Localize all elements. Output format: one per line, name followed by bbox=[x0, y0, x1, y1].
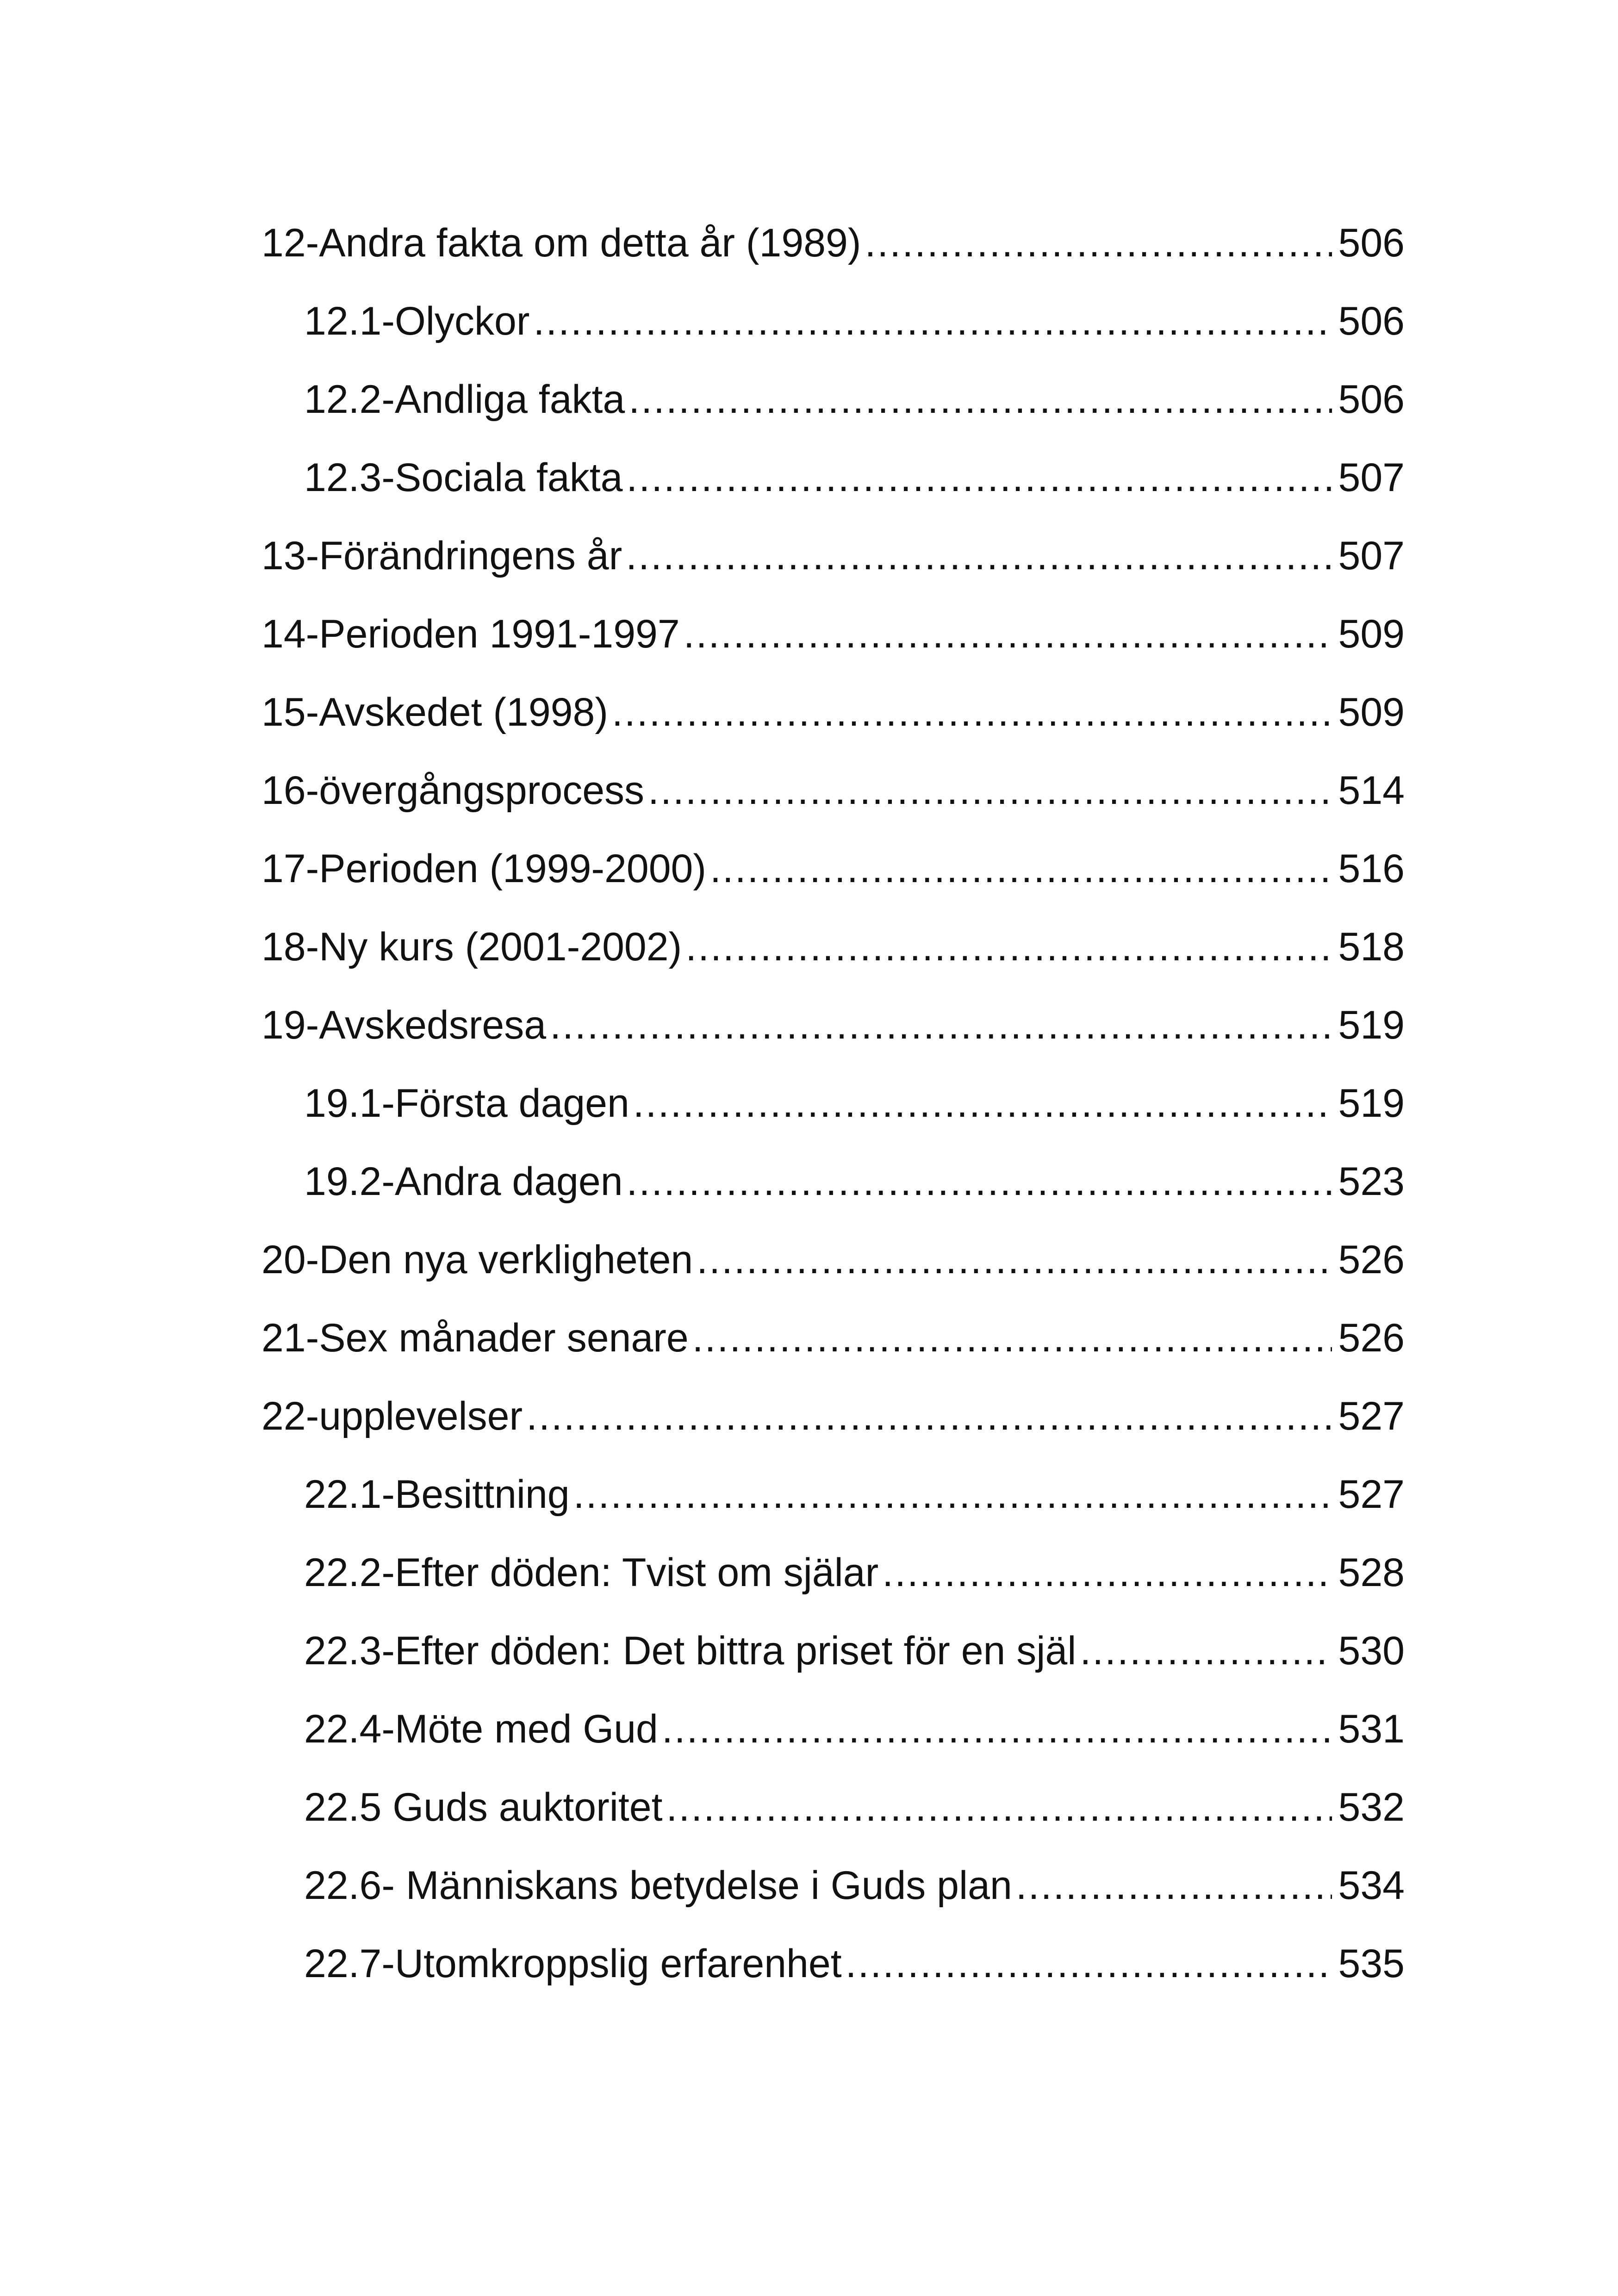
toc-entry-title: 12.1-Olyckor bbox=[304, 299, 530, 343]
toc-dot-leader bbox=[629, 372, 1332, 427]
toc-dot-leader bbox=[710, 841, 1332, 896]
toc-entry[interactable] bbox=[261, 919, 1405, 975]
toc-dot-leader bbox=[697, 1232, 1332, 1288]
toc-dot-leader bbox=[1016, 1858, 1332, 1913]
toc-entry-title: 12-Andra fakta om detta år (1989) bbox=[261, 221, 861, 265]
toc-page-number: 530 bbox=[1338, 1629, 1405, 1673]
toc-dot-leader bbox=[550, 997, 1332, 1053]
toc-page-number: 519 bbox=[1338, 1081, 1405, 1126]
toc-dot-leader bbox=[626, 528, 1332, 584]
toc-entry-title: 16-övergångsprocess bbox=[261, 768, 645, 813]
toc-entry-title: 21-Sex månader senare bbox=[261, 1316, 689, 1360]
toc-page-number: 531 bbox=[1338, 1707, 1405, 1751]
toc-dot-leader bbox=[846, 1936, 1332, 1991]
toc-dot-leader bbox=[573, 1467, 1332, 1522]
toc-entry[interactable] bbox=[304, 1467, 1405, 1522]
toc-entry[interactable] bbox=[304, 450, 1405, 505]
toc-entry-title: 12.3-Sociala fakta bbox=[304, 455, 623, 500]
toc-dot-leader bbox=[662, 1701, 1332, 1757]
toc-entry[interactable] bbox=[261, 841, 1405, 896]
toc-entry[interactable] bbox=[304, 1780, 1405, 1835]
toc-entry-title: 18-Ny kurs (2001-2002) bbox=[261, 925, 682, 969]
toc-dot-leader bbox=[526, 1388, 1332, 1444]
toc-page-number: 514 bbox=[1338, 768, 1405, 813]
toc-entry-title: 20-Den nya verkligheten bbox=[261, 1238, 693, 1282]
toc-entry-title: 14-Perioden 1991-1997 bbox=[261, 612, 680, 656]
toc-dot-leader bbox=[633, 1076, 1332, 1131]
toc-page-number: 509 bbox=[1338, 612, 1405, 656]
toc-page-number: 519 bbox=[1338, 1003, 1405, 1047]
toc-entry[interactable] bbox=[261, 1232, 1405, 1288]
toc-entry[interactable] bbox=[261, 1310, 1405, 1366]
toc-dot-leader bbox=[685, 919, 1332, 975]
toc-page-number: 523 bbox=[1338, 1159, 1405, 1204]
toc-dot-leader bbox=[882, 1545, 1332, 1600]
toc-dot-leader bbox=[534, 293, 1332, 349]
toc-entry-title: 19-Avskedsresa bbox=[261, 1003, 547, 1047]
toc-dot-leader bbox=[627, 1154, 1332, 1209]
toc-page-number: 534 bbox=[1338, 1863, 1405, 1908]
toc-entry-title: 22.5 Guds auktoritet bbox=[304, 1785, 663, 1829]
toc-entry-title: 22.6- Människans betydelse i Guds plan bbox=[304, 1863, 1012, 1908]
toc-entry-title: 22-upplevelser bbox=[261, 1394, 523, 1438]
toc-dot-leader bbox=[626, 450, 1332, 505]
toc-entry-title: 15-Avskedet (1998) bbox=[261, 690, 608, 734]
toc-entry[interactable] bbox=[261, 528, 1405, 584]
toc-entry-title: 22.1-Besittning bbox=[304, 1472, 570, 1517]
toc-dot-leader bbox=[865, 215, 1332, 271]
toc-entry-title: 22.4-Möte med Gud bbox=[304, 1707, 658, 1751]
toc-entry-title: 19.1-Första dagen bbox=[304, 1081, 629, 1126]
toc-entry-title: 22.7-Utomkroppslig erfarenhet bbox=[304, 1941, 842, 1986]
toc-dot-leader bbox=[692, 1310, 1332, 1366]
toc-page-number: 527 bbox=[1338, 1472, 1405, 1517]
toc-entry[interactable] bbox=[261, 684, 1405, 740]
toc-entry-title: 19.2-Andra dagen bbox=[304, 1159, 623, 1204]
toc-page-number: 516 bbox=[1338, 846, 1405, 891]
toc-page-number: 507 bbox=[1338, 534, 1405, 578]
toc-entry[interactable] bbox=[304, 1936, 1405, 1991]
toc-entry-title: 22.3-Efter döden: Det bittra priset för en själ bbox=[304, 1629, 1077, 1673]
toc-page-number: 509 bbox=[1338, 690, 1405, 734]
toc-dot-leader bbox=[612, 684, 1332, 740]
toc-page-number: 526 bbox=[1338, 1316, 1405, 1360]
toc-page-number: 506 bbox=[1338, 377, 1405, 422]
toc-page-number: 532 bbox=[1338, 1785, 1405, 1829]
toc-entry[interactable] bbox=[304, 372, 1405, 427]
toc-dot-leader bbox=[1080, 1623, 1332, 1679]
toc-entry[interactable] bbox=[304, 1545, 1405, 1600]
toc-page-number: 506 bbox=[1338, 299, 1405, 343]
toc-entry[interactable] bbox=[304, 1858, 1405, 1913]
toc-entry-title: 13-Förändringens år bbox=[261, 534, 622, 578]
toc-dot-leader bbox=[666, 1780, 1332, 1835]
toc-entry-title: 17-Perioden (1999-2000) bbox=[261, 846, 706, 891]
toc-dot-leader bbox=[684, 606, 1332, 662]
toc-dot-leader bbox=[648, 763, 1332, 818]
toc-entry[interactable] bbox=[304, 1154, 1405, 1209]
toc-page-number: 526 bbox=[1338, 1238, 1405, 1282]
toc-entry[interactable] bbox=[261, 215, 1405, 271]
toc-page-number: 507 bbox=[1338, 455, 1405, 500]
toc-entry[interactable] bbox=[304, 1701, 1405, 1757]
toc-entry[interactable] bbox=[261, 763, 1405, 818]
toc-entry[interactable] bbox=[304, 1623, 1405, 1679]
toc-entry-title: 12.2-Andliga fakta bbox=[304, 377, 625, 422]
toc-entry[interactable] bbox=[261, 997, 1405, 1053]
toc-page-number: 528 bbox=[1338, 1550, 1405, 1595]
toc-page-number: 527 bbox=[1338, 1394, 1405, 1438]
toc-entry[interactable] bbox=[261, 606, 1405, 662]
toc-entry-title: 22.2-Efter döden: Tvist om själar bbox=[304, 1550, 879, 1595]
toc-page-number: 535 bbox=[1338, 1941, 1405, 1986]
toc-entry[interactable] bbox=[304, 1076, 1405, 1131]
toc-page-number: 506 bbox=[1338, 221, 1405, 265]
toc-entry[interactable] bbox=[304, 293, 1405, 349]
toc-page-number: 518 bbox=[1338, 925, 1405, 969]
toc-entry[interactable] bbox=[261, 1388, 1405, 1444]
